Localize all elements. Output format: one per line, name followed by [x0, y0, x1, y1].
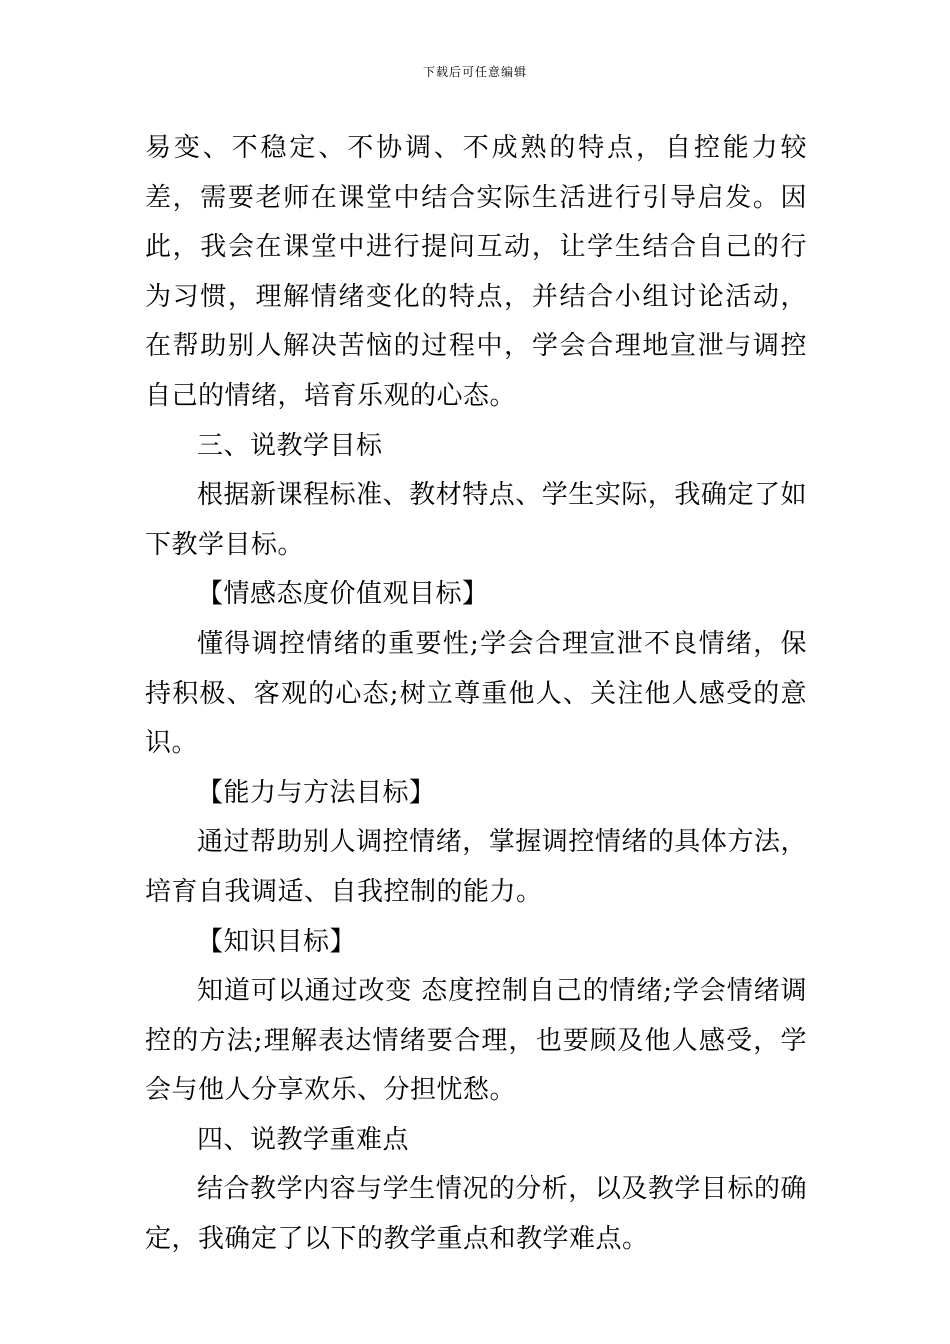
paragraph-emotion-attitude-values: 懂得调控情绪的重要性;学会合理宣泄不良情绪，保持积极、客观的心态;树立尊重他人、关注他人感受的意识。 — [145, 628, 807, 759]
paragraph-objectives-intro: 根据新课程标准、教材特点、学生实际，我确定了如下教学目标。 — [145, 480, 807, 560]
paragraph-knowledge: 知道可以通过改变 态度控制自己的情绪;学会情绪调控的方法;理解表达情绪要合理，也要顾及他人感受，学会与他人分享欢乐、分担忧愁。 — [145, 976, 807, 1106]
section-heading-key-difficult-points: 四、说教学重难点 — [197, 1124, 410, 1155]
page-header: 下载后可任意编辑 — [422, 65, 527, 79]
subheading-ability-method: 【能力与方法目标】 — [197, 777, 436, 808]
paragraph-continued-text: 易变、不稳定、不协调、不成熟的特点，自控能力较差，需要老师在课堂中结合实际生活进行引导启发。因此，我会在课堂中进行提问互动，让学生结合自己的行为习惯，理解情绪变化的特点，并结合小组讨论活动，在帮助别人解决苦恼的过程中，学会合理地宣泄与调控自己的情绪，培育乐观的心态。 — [145, 133, 807, 411]
section-heading-teaching-objectives: 三、说教学目标 — [197, 430, 383, 461]
paragraph-key-difficult-points: 结合教学内容与学生情况的分析，以及教学目标的确定，我确定了以下的教学重点和教学难点。 — [145, 1174, 807, 1255]
subheading-emotion-attitude-values: 【情感态度价值观目标】 — [197, 579, 489, 610]
subheading-knowledge: 【知识目标】 — [197, 926, 357, 957]
paragraph-ability-method: 通过帮助别人调控情绪，掌握调控情绪的具体方法，培育自我调适、自我控制的能力。 — [145, 827, 807, 907]
document-body — [145, 124, 807, 1265]
